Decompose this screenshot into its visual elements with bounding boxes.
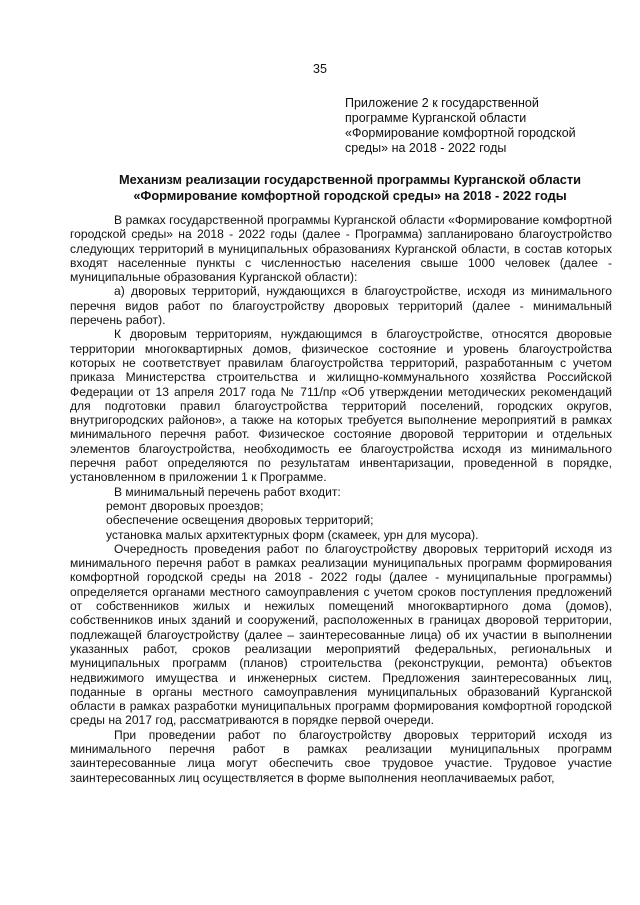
list-item: ремонт дворовых проездов; bbox=[106, 498, 264, 513]
paragraph: В минимальный перечень работ входит: bbox=[114, 484, 341, 499]
paragraph: В рамках государственной программы Курганской области «Формирование комфортной городской среды» на 2018 - 2022 годы (далее - Программа) запланировано благоустройство следующих территорий в муниципальных образованиях Курганской области, в состав которых входят населенные пункты с численностью населения свыше 1000 человек (далее - муниципальные образования Курганской области): bbox=[70, 213, 612, 285]
appendix-line: «Формирование комфортной городской bbox=[345, 126, 576, 140]
paragraph: а) дворовых территорий, нуждающихся в благоустройстве, исходя из минимального перечня видов работ по благоустройству дворовых территорий (далее - минимальный перечень работ). bbox=[70, 284, 612, 328]
document-body bbox=[70, 213, 612, 785]
appendix-line: Приложение 2 к государственной bbox=[345, 96, 539, 110]
title-line: Механизм реализации государственной программы Курганской области bbox=[119, 172, 581, 187]
appendix-line: программе Курганской области bbox=[345, 111, 527, 125]
title-line: «Формирование комфортной городской среды» на 2018 - 2022 годы bbox=[133, 188, 567, 203]
paragraph: Очередность проведения работ по благоустройству дворовых территорий исходя из минимального перечня работ в рамках реализации муниципальных программ формирования комфортной городской среды на 2018 - 2022 годы (далее - муниципальные программы) определяется органами местного самоуправления с учетом сроков поступления предложений от собственников жилых и нежилых помещений многоквартирного дома (домов), собственников иных зданий и сооружений, расположенных в границах дворовой территории, подлежащей благоустройству (далее – заинтересованные лица) об их участии в выполнении указанных работ, сроков реализации мероприятий федеральных, региональных и муниципальных программ (планов) строительства (реконструкции, ремонта) объектов недвижимого имущества и инженерных систем. Предложения заинтересованных лиц, поданные в органы местного самоуправления муниципальных образований Курганской области в рамках разработки муниципальных программ формирования комфортной городской среды на 2017 год, рассматриваются в порядке первой очереди. bbox=[70, 541, 612, 728]
appendix-note bbox=[345, 96, 605, 156]
document-title bbox=[80, 172, 620, 204]
page-number: 35 bbox=[313, 62, 327, 76]
list-item: установка малых архитектурных форм (скамеек, урн для мусора). bbox=[106, 527, 479, 542]
paragraph: При проведении работ по благоустройству дворовых территорий исходя из минимального перечня работ в рамках реализации муниципальных программ заинтересованные лица могут обеспечить свое трудовое участие. Трудовое участие заинтересованных лиц осуществляется в форме выполнения неоплачиваемых работ, bbox=[70, 727, 612, 785]
appendix-line: среды» на 2018 - 2022 годы bbox=[345, 141, 507, 155]
paragraph: К дворовым территориям, нуждающимся в благоустройстве, относятся дворовые территории многоквартирных домов, физическое состояние и уровень благоустройства которых не соответствует правилам благоустройства территорий, разработанным с учетом приказа Министерства строительства и жилищно-коммунального хозяйства Российской Федерации от 13 апреля 2017 года № 711/пр «Об утверждении методических рекомендаций для подготовки правил благоустройства территорий поселений, городских округов, внутригородских районов», а также на которых требуется выполнение мероприятий в рамках минимального перечня работ. Физическое состояние дворовой территории и отдельных элементов благоустройства, необходимость ее благоустройства исходя из минимального перечня работ определяются по результатам инвентаризации, проведенной в порядке, установленном в приложении 1 к Программе. bbox=[70, 327, 612, 485]
list-item: обеспечение освещения дворовых территорий; bbox=[106, 513, 374, 528]
